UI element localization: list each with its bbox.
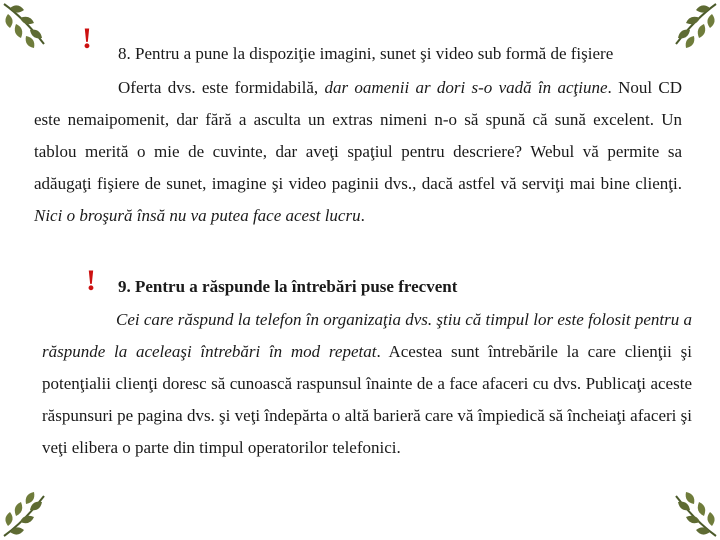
section-8-text-a: Oferta dvs. este formidabilă, xyxy=(118,78,325,97)
holly-corner-top-left xyxy=(0,0,62,62)
section-8-text-c: . Noul CD este nemaipomenit, dar fără a asculta un extras nimeni n-o să spună că sună excelent. Un tablou merită o mie de cuvinte, dar aveţi spaţiul pentru descriere? Webul vă permite sa adăugaţi fişiere de sunet, imagine şi video paginii dvs., dacă astfel vă serviţi mai bine clienţi. xyxy=(34,78,683,193)
section-8-text-e: . xyxy=(360,206,365,225)
section-8-text-b: dar oamenii ar dori s-o vadă în acţiune xyxy=(324,78,608,97)
section-9-text-a: Cei care răspund la telefon în organizaţia dvs. ştiu că timpul lor este folosit pentru a răspunde la aceleaşi întrebări în mod repetat xyxy=(42,310,692,361)
section-9-heading: 9. Pentru a răspunde la întrebări puse frecvent xyxy=(118,277,458,296)
exclamation-marker: ! xyxy=(82,22,92,55)
exclamation-marker: ! xyxy=(86,264,96,297)
section-8-paragraph xyxy=(34,72,682,232)
section-8-text-d: Nici o broşură însă nu va putea face acest lucru xyxy=(34,206,361,225)
section-8-heading: 8. Pentru a pune la dispoziţie imagini, sunet şi video sub formă de fişiere xyxy=(118,44,614,63)
holly-corner-bottom-right xyxy=(658,478,720,540)
section-9-paragraph xyxy=(42,304,692,464)
section-9-text-b: . Acestea sunt întrebările la care clienţii şi potenţialii clienţi doresc să cunoască raspunsul înainte de a face afaceri cu dvs. Publicaţi aceste răspunsuri pe pagina dvs. şi veţi îndepărta o altă barieră care vă împiedică să încheiaţi afaceri şi veţi elibera o parte din timpul operatorilor telefonici. xyxy=(42,342,692,457)
holly-corner-bottom-left xyxy=(0,478,62,540)
holly-corner-top-right xyxy=(658,0,720,62)
